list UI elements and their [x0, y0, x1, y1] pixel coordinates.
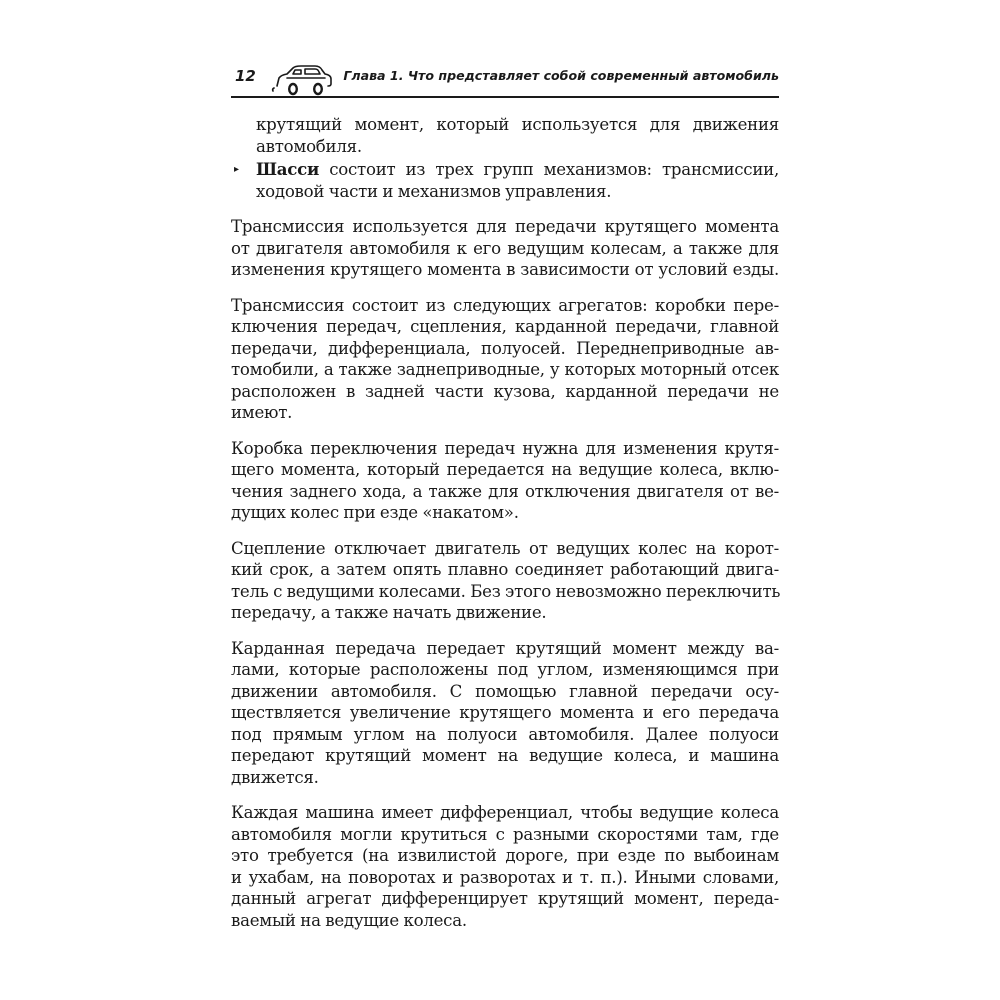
paragraph [231, 216, 779, 281]
paragraph [231, 438, 779, 524]
text-line: движется. [231, 767, 319, 787]
text-line: и ухабам, на поворотах и разворотах и т. п.). Иными словами, [231, 867, 779, 887]
text-line: это требуется (на извилистой дороге, при езде по выбоинам [231, 846, 779, 865]
paragraph [231, 295, 779, 424]
text-line: автомобиля. [256, 136, 362, 156]
text-line: Трансмиссия используется для передачи крутящего момента [231, 217, 779, 236]
text-line: кий срок, а затем опять плавно соединяет работающий двига- [231, 560, 779, 579]
page-number: 12 [235, 67, 256, 85]
text-line: ваемый на ведущие колеса. [231, 910, 467, 930]
text-line: передачу, а также начать движение. [231, 603, 547, 622]
text-line: передачи, дифференциала, полуосей. Переднеприводные ав- [231, 338, 779, 358]
text-line: Трансмиссия состоит из следующих агрегатов: коробки пере- [231, 295, 779, 315]
text-line: крутящий момент, который используется для движения [256, 115, 779, 134]
paragraph [231, 802, 779, 931]
text-line: щего момента, который передается на ведущие колеса, вклю- [231, 460, 779, 479]
text-line [256, 159, 779, 181]
text-line: изменения крутящего момента в зависимости от условий езды. [231, 260, 779, 279]
paragraph [231, 638, 779, 789]
text-fragment: состоит из трех групп механизмов: трансмиссии, [319, 160, 779, 179]
book-page [231, 58, 779, 931]
text-line: Каждая машина имеет дифференциал, чтобы ведущие колеса [231, 803, 779, 822]
text-line: дущих колес при езде «накатом». [231, 503, 519, 522]
text-line: Сцепление отключает двигатель от ведущих колес на корот- [231, 538, 779, 558]
chapter-title: Глава 1. Что представляет собой современный автомобиль [343, 68, 779, 83]
paragraph [231, 538, 779, 624]
bold-term: Шасси [256, 159, 320, 179]
continued-list-item [231, 114, 779, 157]
text-line: имеют. [231, 403, 293, 422]
text-line: от двигателя автомобиля к его ведущим колесам, а также для [231, 238, 779, 258]
text-line: автомобиля могли крутиться с разными скоростями там, где [231, 824, 779, 844]
bullet-item-chassis [231, 159, 779, 202]
text-line: ключения передач, сцепления, карданной передачи, главной [231, 317, 779, 336]
text-line: расположен в задней части кузова, карданной передачи не [231, 381, 779, 401]
text-line: передают крутящий момент на ведущие колеса, и машина [231, 746, 779, 765]
text-line: движении автомобиля. С помощью главной передачи осу- [231, 681, 779, 701]
text-line: Коробка переключения передач нужна для изменения крутя- [231, 438, 779, 458]
text-line: чения заднего хода, а также для отключения двигателя от ве- [231, 481, 779, 501]
text-line: Карданная передача передает крутящий момент между ва- [231, 638, 779, 658]
text-line: томобили, а также заднеприводные, у которых моторный отсек [231, 360, 779, 379]
text-line: тель с ведущими колесами. Без этого невозможно переключить [231, 581, 781, 601]
bullet-arrow-icon: ▸ [234, 164, 239, 175]
car-icon [271, 62, 341, 96]
text-line: ходовой части и механизмов управления. [256, 181, 612, 201]
text-line: данный агрегат дифференцирует крутящий момент, переда- [231, 889, 779, 908]
text-line: ществляется увеличение крутящего момента и его передача [231, 703, 779, 722]
page-header [231, 58, 779, 98]
text-line: под прямым углом на полуоси автомобиля. Далее полуоси [231, 724, 779, 744]
body-text [231, 114, 779, 931]
text-line: лами, которые расположены под углом, изменяющимся при [231, 660, 779, 679]
